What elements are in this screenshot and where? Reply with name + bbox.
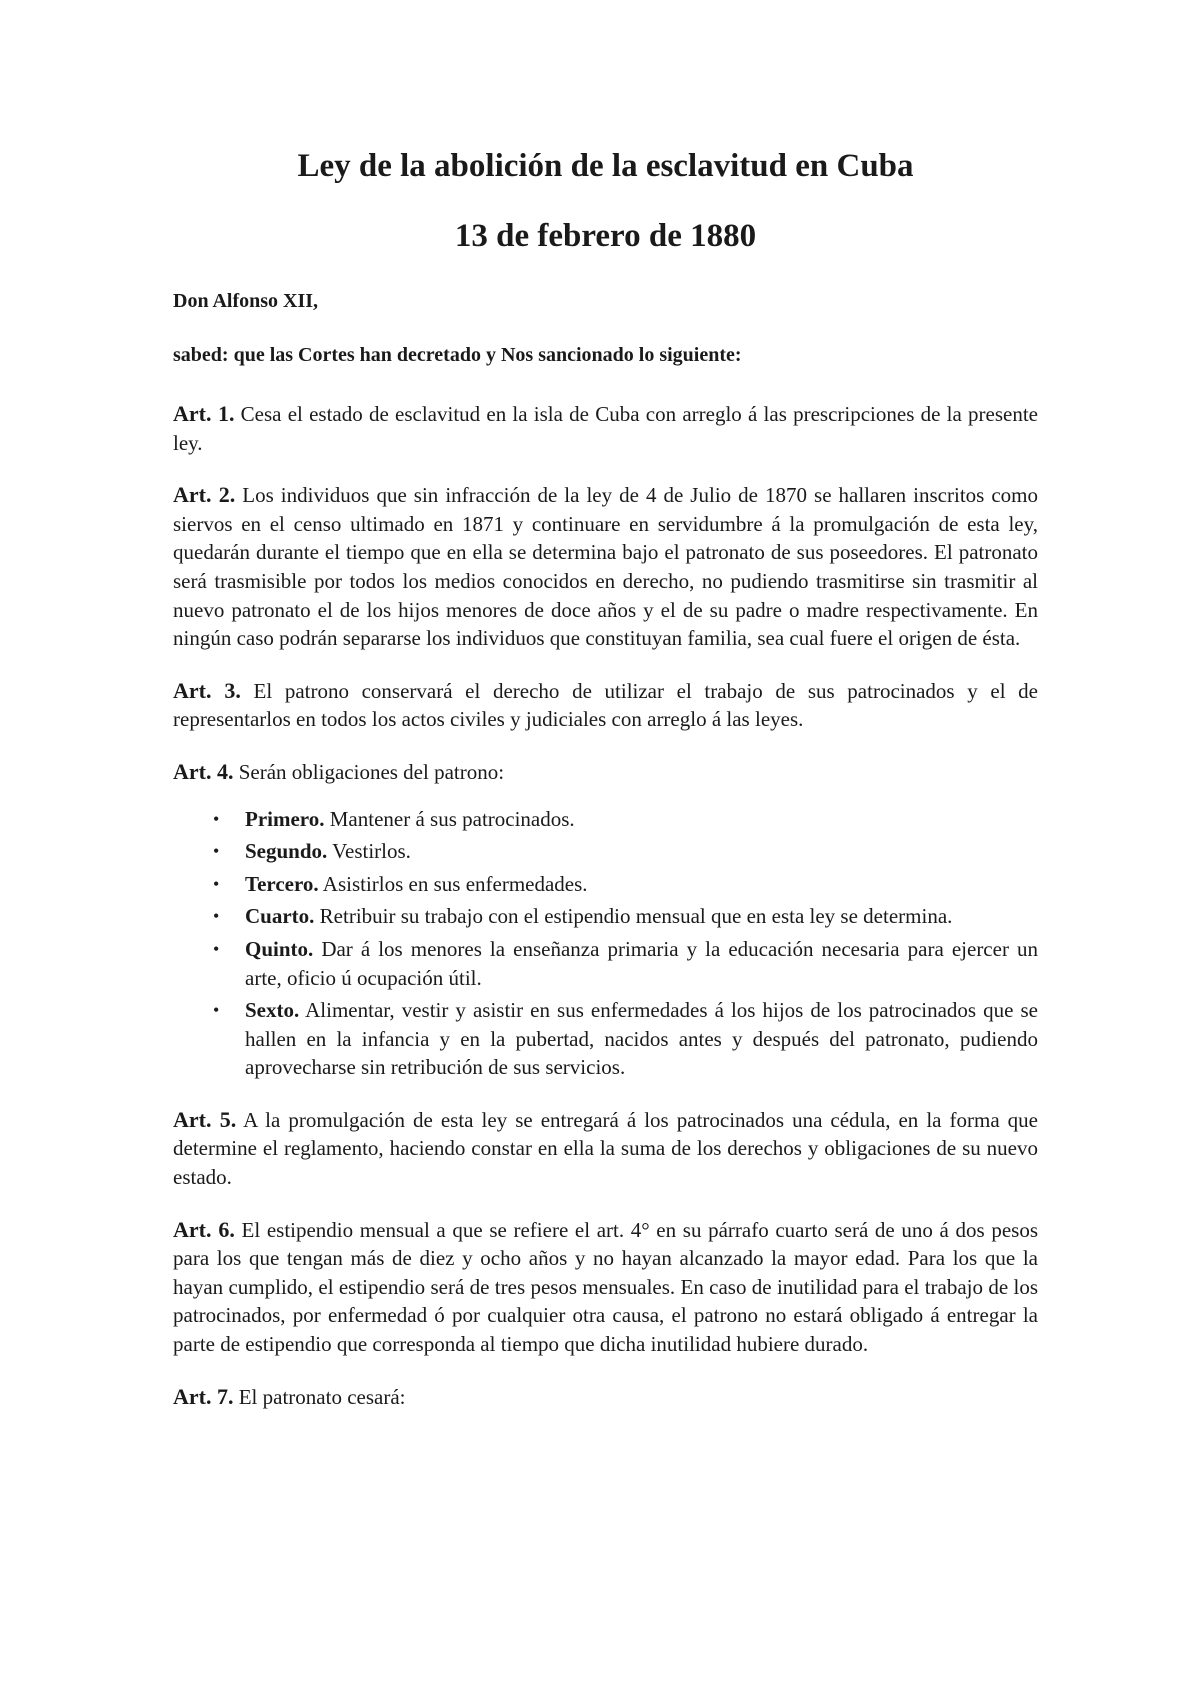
- king-salutation: Don Alfonso XII,: [173, 290, 319, 312]
- article-text: El patrono conservará el derecho de utilizar el trabajo de sus patrocinados y el de representarlos en todos los actos civiles y judiciales con arreglo á las leyes.: [173, 678, 1038, 732]
- obligation-label: Tercero.: [245, 871, 319, 896]
- obligation-text: Alimentar, vestir y asistir en sus enfermedades á los hijos de los patrocinados que se hallen en la infancia y en la pubertad, nacidos antes y después del patronato, pudiendo aprovecharse sin retribución de sus servicios.: [245, 998, 1038, 1080]
- article-4: [173, 758, 1038, 787]
- obligation-label: Sexto.: [245, 998, 300, 1023]
- bullet-icon: •: [213, 873, 220, 894]
- list-item: [173, 996, 1038, 1082]
- article-text: El patronato cesará:: [233, 1384, 406, 1409]
- obligation-label: Cuarto.: [245, 904, 315, 929]
- obligation-text: Mantener á sus patrocinados.: [324, 806, 575, 831]
- article-label: Art. 6.: [173, 1216, 235, 1242]
- obligation-text: Retribuir su trabajo con el estipendio mensual que en esta ley se determina.: [314, 904, 953, 929]
- obligation-label: Quinto.: [245, 936, 314, 961]
- list-item: [173, 805, 1038, 834]
- article-label: Art. 3.: [173, 677, 241, 703]
- article-text: Serán obligaciones del patrono:: [233, 759, 505, 784]
- document-date: 13 de febrero de 1880: [454, 218, 757, 254]
- article-label: Art. 4.: [173, 758, 234, 784]
- article-text: El estipendio mensual a que se refiere el art. 4° en su párrafo cuarto será de uno á dos pesos para los que tengan más de diez y ocho años y no hayan alcanzado la mayor edad. Para los que la hayan cumplido, el estipendio será de tres pesos mensuales. En caso de inutilidad para el trabajo de los patrocinados, por enfermedad ó por cualquier otra causa, el patrono no estará obligado á entregar la parte de estipendio que corresponda al tiempo que dicha inutilidad hubiere durado.: [173, 1217, 1038, 1357]
- bullet-icon: •: [213, 1000, 220, 1021]
- bullet-icon: •: [213, 841, 220, 862]
- article-3: [173, 677, 1038, 734]
- list-item: [173, 837, 1038, 866]
- list-item: [173, 935, 1038, 992]
- list-item: [173, 870, 1038, 899]
- document-title: Ley de la abolición de la esclavitud en Cuba: [297, 148, 914, 184]
- article-7: [173, 1383, 1038, 1412]
- article-text: A la promulgación de esta ley se entregará á los patrocinados una cédula, en la forma que determine el reglamento, haciendo constar en ella la suma de los derechos y obligaciones de su nuevo estado.: [173, 1107, 1039, 1190]
- article-5: [173, 1106, 1038, 1192]
- article-label: Art. 7.: [173, 1383, 234, 1409]
- article-1: [173, 400, 1038, 457]
- article-6: [173, 1216, 1038, 1359]
- bullet-icon: •: [213, 808, 220, 829]
- article-text: Cesa el estado de esclavitud en la isla de Cuba con arreglo á las prescripciones de la presente ley.: [173, 402, 1038, 455]
- article-label: Art. 2.: [173, 482, 236, 508]
- bullet-icon: •: [213, 938, 220, 959]
- preamble: sabed: que las Cortes han decretado y Nos sancionado lo siguiente:: [173, 344, 742, 366]
- obligation-label: Primero.: [245, 806, 325, 831]
- article-label: Art. 5.: [173, 1106, 237, 1132]
- article-label: Art. 1.: [173, 401, 235, 426]
- obligation-label: Segundo.: [245, 839, 328, 864]
- obligation-text: Dar á los menores la enseñanza primaria y la educación necesaria para ejercer un arte, oficio ú ocupación útil.: [245, 936, 1038, 990]
- obligation-text: Vestirlos.: [327, 839, 411, 864]
- article-text: Los individuos que sin infracción de la ley de 4 de Julio de 1870 se hallaren inscritos como siervos en el censo ultimado en 1871 y continuare en servidumbre á la promulgación de esta ley, quedarán durante el tiempo que en ella se determina bajo el patronato de sus poseedores. El patronato será trasmisible por todos los medios conocidos en derecho, no pudiendo trasmitirse sin trasmitir al nuevo patronato el de los hijos menores de doce años y el de su padre o madre respectivamente. En ningún caso podrán separarse los individuos que constituyan familia, sea cual fuere el origen de ésta.: [173, 483, 1038, 651]
- article-2: [173, 481, 1038, 653]
- obligations-list: [173, 805, 1038, 1082]
- list-item: [173, 902, 1038, 931]
- obligation-text: Asistirlos en sus enfermedades.: [318, 871, 588, 896]
- bullet-icon: •: [213, 906, 220, 927]
- articles-body: [173, 400, 1038, 1435]
